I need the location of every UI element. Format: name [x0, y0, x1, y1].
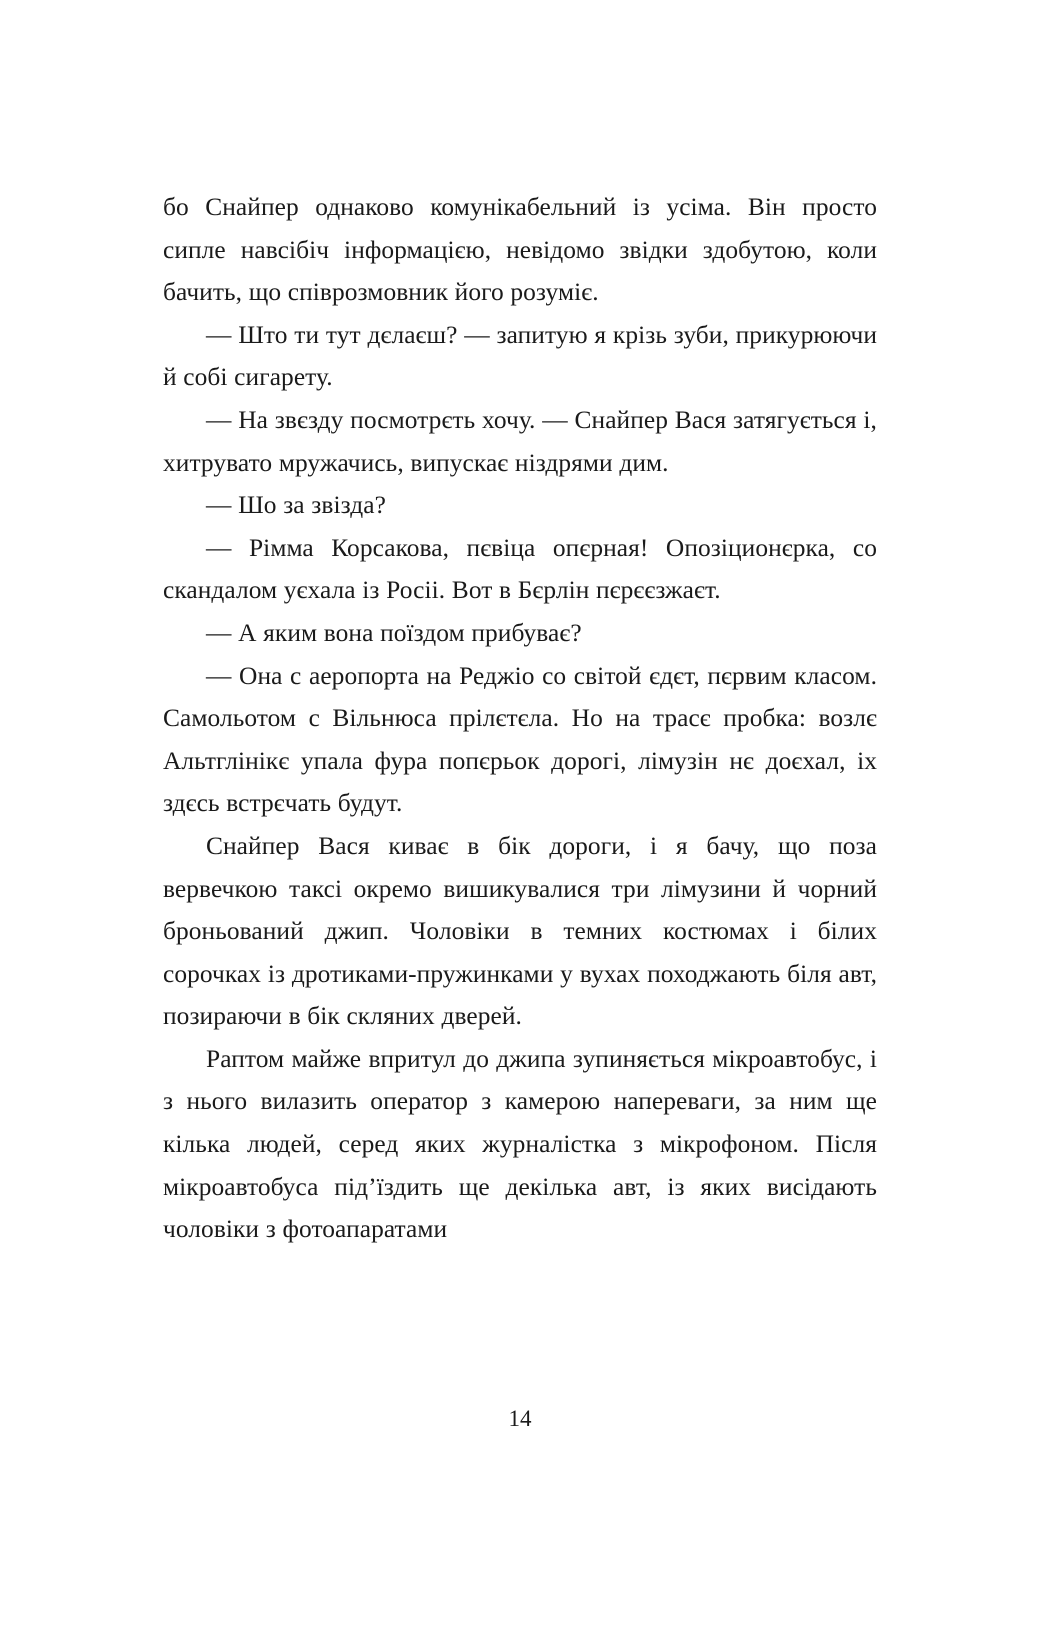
paragraph-1: бо Снайпер однаково комунікабельний із усіма. Він просто сипле навсібіч інформацією, невідомо звідки здобутою, коли бачить, що співрозмовник його розуміє. [163, 193, 877, 307]
paragraph-2: — Што ти тут дєлаєш? — запитую я крізь зуби, прикурюючи й собі сигарету. [163, 320, 877, 392]
paragraph-9: Раптом майже впритул до джипа зупиняється мікроавтобус, і з нього вилазить оператор з камерою напереваги, за ним ще кілька людей, серед яких журналістка з мікрофоном. Після мікроавтобуса під’їздить ще декілька авт, із яких висідають чоловіки з фотоапаратами [163, 1044, 877, 1244]
body-text [163, 186, 877, 1251]
paragraph-6: — А яким вона поїздом прибуває? [206, 618, 582, 647]
paragraph-3: — На звєзду посмотрєть хочу. — Снайпер Вася затягується і, хитрувато мружачись, випускає ніздрями дим. [163, 405, 877, 477]
paragraph-5: — Рімма Корсакова, пєвіца опєрная! Опозіционєрка, со скандалом уєхала із Росіі. Вот в Бєрлін пєрєєзжаєт. [163, 533, 877, 605]
paragraph-8: Снайпер Вася киває в бік дороги, і я бачу, що поза вервечкою таксі окремо вишикувалися три лімузини й чорний броньований джип. Чоловіки в темних костюмах і білих сорочках із дротиками-пружинками у вухах походжають біля авт, позираючи в бік скляних дверей. [163, 831, 877, 1031]
page-number: 14 [508, 1406, 532, 1431]
paragraph-4: — Шо за звізда? [206, 491, 386, 520]
paragraph-7: — Она с аеропорта на Реджіо со світой єдєт, пєрвим класом. Самольотом с Вільнюса прілєтєла. Но на трасє пробка: возлє Альтглінікє упала фура попєрьок дорогі, лімузін нє доєхал, іх здєсь встрєчать будут. [163, 661, 877, 818]
